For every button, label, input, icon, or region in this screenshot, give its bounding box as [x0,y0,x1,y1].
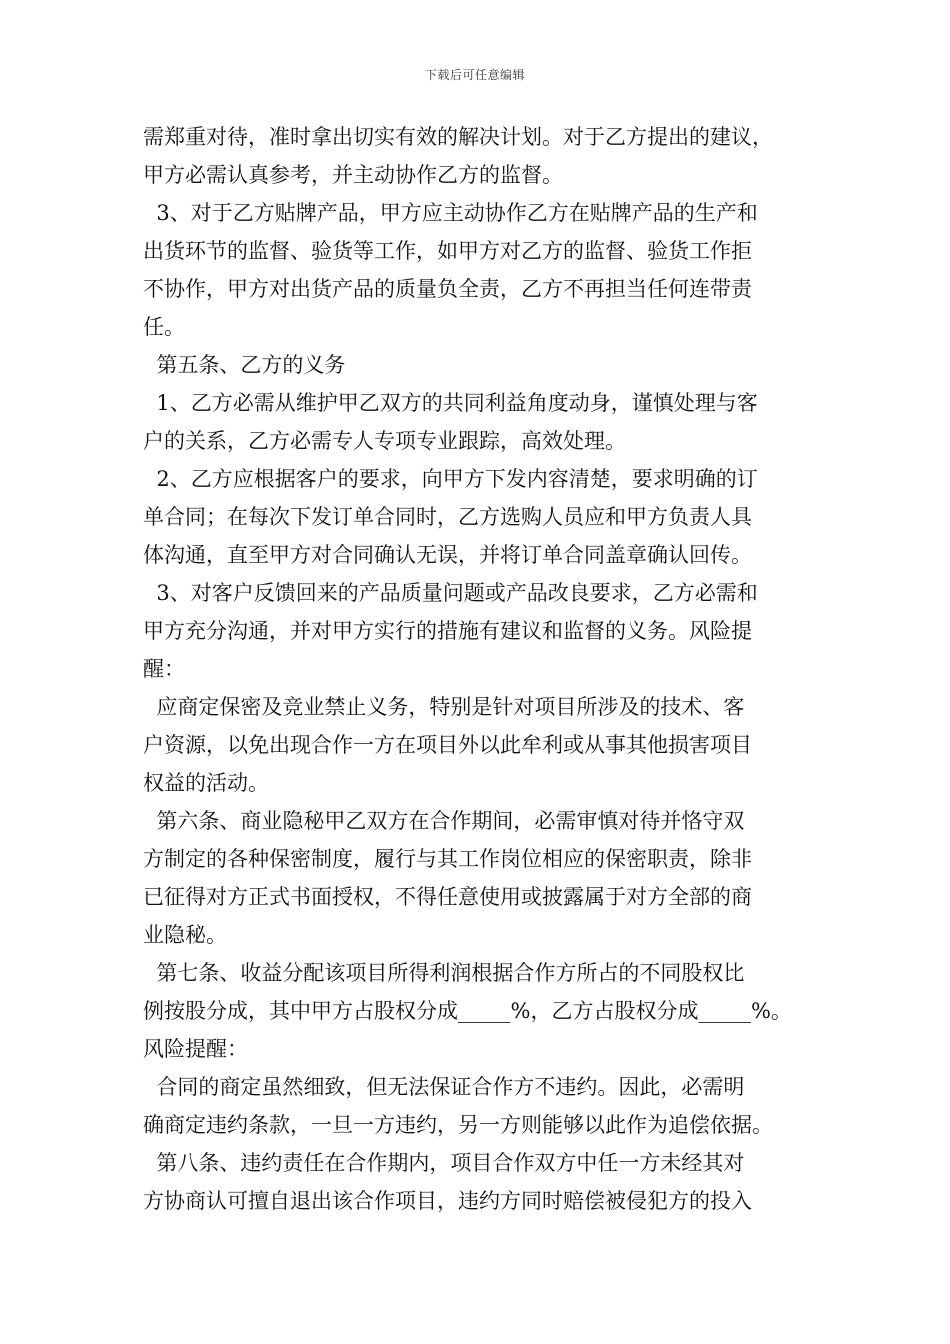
text-line: 方协商认可擅自退出该合作项目，违约方同时赔偿被侵犯方的投入 [143,1189,752,1213]
page-header: 下载后可任意编辑 [424,68,525,82]
text-line: 第七条、收益分配该项目所得利润根据合作方所占的不同股权比 [143,961,745,985]
text-line: 出货环节的监督、验货等工作，如甲方对乙方的监督、验货工作拒 [143,239,752,263]
text-line: 3、对客户反馈回来的产品质量问题或产品改良要求，乙方必需和 [143,581,758,605]
document-body [143,118,823,1220]
text-line: 单合同；在每次下发订单合同时，乙方选购人员应和甲方负责人具 [143,505,752,529]
text-line: 第八条、违约责任在合作期内，项目合作双方中任一方未经其对 [143,1151,745,1175]
text-line: 业隐秘。 [143,923,227,947]
text-line: 甲方必需认真参考，并主动协作乙方的监督。 [143,163,563,187]
text-line: 任。 [143,315,185,339]
text-line: 已征得对方正式书面授权，不得任意使用或披露属于对方全部的商 [143,885,752,909]
text-line: 2、乙方应根据客户的要求，向甲方下发内容清楚，要求明确的订 [143,467,758,491]
text-line: 权益的活动。 [143,771,269,795]
text-line: 应商定保密及竞业禁止义务，特别是针对项目所涉及的技术、客 [143,695,745,719]
text-line: 合同的商定虽然细致，但无法保证合作方不违约。因此，必需明 [143,1075,745,1099]
text-line: 1、乙方必需从维护甲乙双方的共同利益角度动身，谨慎处理与客 [143,391,758,415]
text-line: 确商定违约条款，一旦一方违约，另一方则能够以此作为追偿依据。 [143,1113,773,1137]
text-line: 户的关系，乙方必需专人专项专业跟踪，高效处理。 [143,429,626,453]
text-line: 醒： [143,657,185,681]
text-line: 风险提醒： [143,1037,248,1061]
text-line: 例按股分成，其中甲方占股权分成_____%，乙方占股权分成_____%。 [143,999,792,1023]
text-line: 不协作，甲方对出货产品的质量负全责，乙方不再担当任何连带责 [143,277,752,301]
text-line: 3、对于乙方贴牌产品，甲方应主动协作乙方在贴牌产品的生产和 [143,201,758,225]
text-line: 方制定的各种保密制度，履行与其工作岗位相应的保密职责，除非 [143,847,752,871]
text-line: 甲方充分沟通，并对甲方实行的措施有建议和监督的义务。风险提 [143,619,752,643]
text-line: 户资源，以免出现合作一方在项目外以此牟利或从事其他损害项目 [143,733,752,757]
text-line: 第六条、商业隐秘甲乙双方在合作期间，必需审慎对待并恪守双 [143,809,745,833]
text-line: 需郑重对待，准时拿出切实有效的解决计划。对于乙方提出的建议， [143,125,773,149]
section-heading: 第五条、乙方的义务 [143,353,346,377]
text-line: 体沟通，直至甲方对合同确认无误，并将订单合同盖章确认回传。 [143,543,752,567]
